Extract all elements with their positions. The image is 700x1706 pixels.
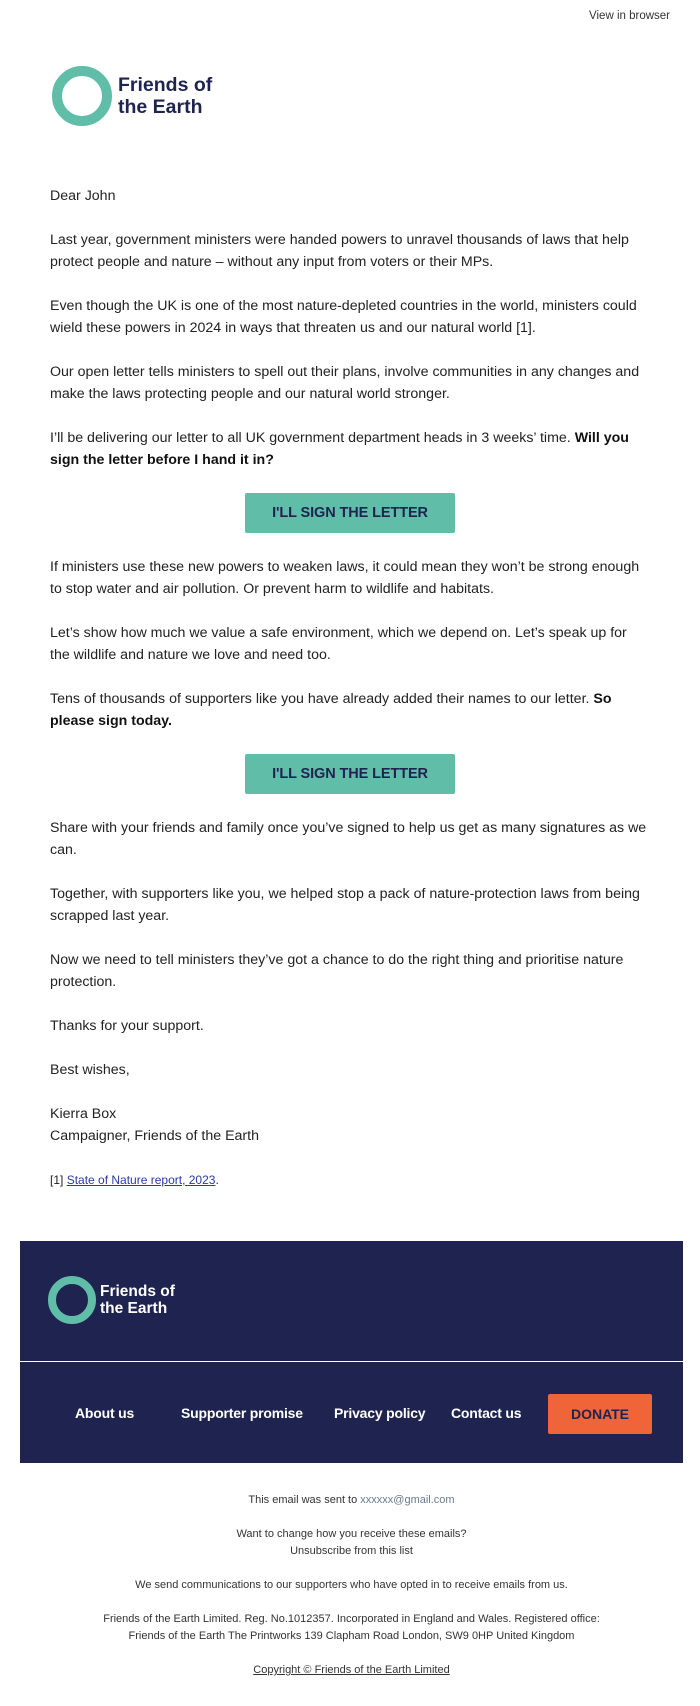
change-preferences-question: Want to change how you receive these emails? [236, 1528, 467, 1540]
footnote-end: . [215, 1173, 219, 1187]
paragraph-9: Together, with supporters like you, we helped stop a pack of nature-protection laws from being scrapped last year. [50, 886, 640, 924]
footer-logo-band [20, 1241, 683, 1361]
copyright-link[interactable]: Copyright © Friends of the Earth Limited [253, 1664, 450, 1676]
footer-link-privacy-policy[interactable]: Privacy policy [334, 1405, 426, 1421]
copyright [20, 1662, 683, 1679]
sent-to-line [20, 1492, 683, 1509]
registered-office [20, 1611, 683, 1645]
signature [50, 1103, 650, 1147]
logo-wordmark [118, 74, 212, 118]
paragraph-11: Thanks for your support. [50, 1018, 204, 1034]
preferences [20, 1526, 683, 1560]
recipient-email[interactable]: xxxxxx@gmail.com [360, 1494, 455, 1506]
legal-footer [20, 1492, 683, 1696]
state-of-nature-link[interactable]: State of Nature report, 2023 [66, 1173, 216, 1187]
sent-to-label: This email was sent to [248, 1494, 361, 1506]
signature-name: Kierra Box [50, 1106, 117, 1122]
paragraph-1: Last year, government ministers were handed powers to unravel thousands of laws that help protect people and nature – without any input from voters or their MPs. [50, 232, 629, 270]
paragraph-10: Now we need to tell ministers they’ve got a chance to do the right thing and prioritise nature protection. [50, 952, 624, 990]
paragraph-4-bold: Will you sign the letter before I hand it in? [50, 430, 629, 468]
header-logo[interactable] [52, 66, 212, 126]
greeting: Dear John [50, 188, 116, 204]
donate-button[interactable]: DONATE [548, 1394, 652, 1434]
paragraph-6: Let’s show how much we value a safe environment, which we depend on. Let’s speak up for the wildlife and nature we love and need too. [50, 625, 627, 663]
footer-logo-ring-icon [48, 1276, 96, 1324]
paragraph-7-text: Tens of thousands of supporters like you have already added their names to our letter. [50, 691, 594, 707]
email-body [50, 185, 650, 1213]
footer-logo-line-2: the Earth [100, 1300, 168, 1317]
footer-nav [20, 1362, 683, 1463]
paragraph-7 [50, 688, 650, 732]
footer-link-contact-us[interactable]: Contact us [451, 1405, 522, 1421]
footnote-ref: [1] [50, 1173, 67, 1187]
legal-line-2: Friends of the Earth The Printworks 139 Clapham Road London, SW9 0HP United Kingdom [128, 1630, 575, 1642]
paragraph-2: Even though the UK is one of the most nature-depleted countries in the world, ministers could wield these powers in 2024 in ways that threaten us and our natural world [1]. [50, 298, 637, 336]
view-in-browser-link[interactable]: View in browser [589, 10, 670, 22]
logo-line-2: the Earth [118, 96, 203, 118]
paragraph-8: Share with your friends and family once you’ve signed to help us get as many signatures as we can. [50, 820, 647, 858]
paragraph-4-text: I’ll be delivering our letter to all UK government department heads in 3 weeks’ time. [50, 430, 575, 446]
footnote [50, 1169, 650, 1191]
paragraph-12: Best wishes, [50, 1062, 130, 1078]
paragraph-3: Our open letter tells ministers to spell out their plans, involve communities in any changes and make the laws protecting people and our natural world stronger. [50, 364, 640, 402]
logo-line-1: Friends of [118, 74, 213, 96]
legal-line-1: Friends of the Earth Limited. Reg. No.1012357. Incorporated in England and Wales. Registered office: [103, 1613, 600, 1625]
paragraph-7-bold: So please sign today. [50, 691, 612, 729]
footer-link-supporter-promise[interactable]: Supporter promise [181, 1405, 303, 1421]
paragraph-5: If ministers use these new powers to weaken laws, it could mean they won’t be strong enough to stop water and air pollution. Or prevent harm to wildlife and habitats. [50, 559, 640, 597]
sign-letter-button-2[interactable]: I'LL SIGN THE LETTER [245, 754, 455, 794]
footer-logo-wordmark [100, 1283, 175, 1317]
footer-link-about-us[interactable]: About us [75, 1405, 135, 1421]
signature-title: Campaigner, Friends of the Earth [50, 1128, 259, 1144]
sign-letter-button-1[interactable]: I'LL SIGN THE LETTER [245, 493, 455, 533]
unsubscribe-link[interactable]: Unsubscribe from this list [290, 1545, 413, 1557]
footer-logo[interactable] [48, 1276, 175, 1324]
optin-notice: We send communications to our supporters who have opted in to receive emails from us. [135, 1579, 568, 1591]
paragraph-4 [50, 427, 650, 471]
logo-ring-icon [52, 66, 112, 126]
footer-logo-line-1: Friends of [100, 1283, 175, 1300]
